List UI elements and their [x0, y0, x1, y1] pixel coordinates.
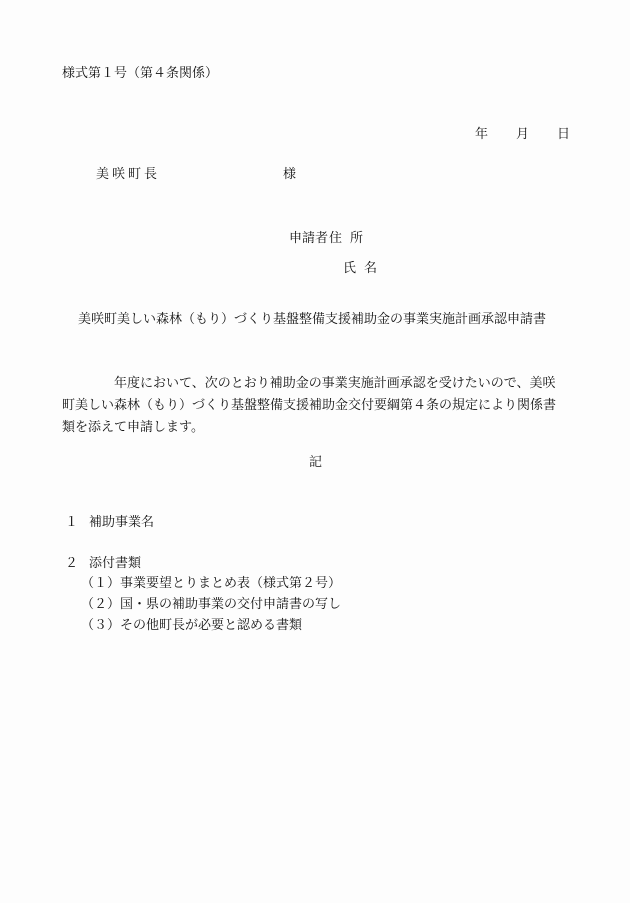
date-line [475, 128, 570, 141]
body-line-3: 類を添えて申請します。 [62, 420, 204, 435]
address-label: 住所 [329, 231, 372, 246]
item-label: 添付書類 [89, 556, 142, 571]
applicant-label: 申請者 [289, 231, 329, 246]
body-text [62, 373, 572, 439]
item-number: １ [65, 515, 79, 530]
name-label: 氏名 [343, 261, 386, 276]
addressee-name: 美咲町長 [96, 167, 161, 182]
item-attachments [65, 557, 141, 570]
document-title: 美咲町美しい森林（もり）づくり基盤整備支援補助金の事業実施計画承認申請書 [78, 312, 547, 327]
item-project-name [65, 516, 154, 529]
body-line-1: 年度において、次のとおり補助金の事業実施計画承認を受けたいので、美咲 [114, 376, 556, 391]
addressee-honorific: 様 [283, 167, 297, 182]
attachment-subitem: （１）事業要望とりまとめ表（様式第２号） [81, 576, 342, 591]
ki-heading: 記 [309, 455, 323, 470]
form-number: 様式第１号（第４条関係） [62, 66, 219, 81]
attachment-subitem: （２）国・県の補助事業の交付申請書の写し [81, 597, 342, 612]
date-year-label: 年 [475, 127, 489, 142]
item-number: ２ [65, 556, 79, 571]
body-line-2: 町美しい森林（もり）づくり基盤整備支援補助金交付要綱第４条の規定により関係書 [62, 398, 557, 413]
item-label: 補助事業名 [89, 515, 155, 530]
date-month-label: 月 [516, 127, 530, 142]
date-day-label: 日 [557, 127, 571, 142]
attachment-subitem: （３）その他町長が必要と認める書類 [81, 618, 303, 633]
